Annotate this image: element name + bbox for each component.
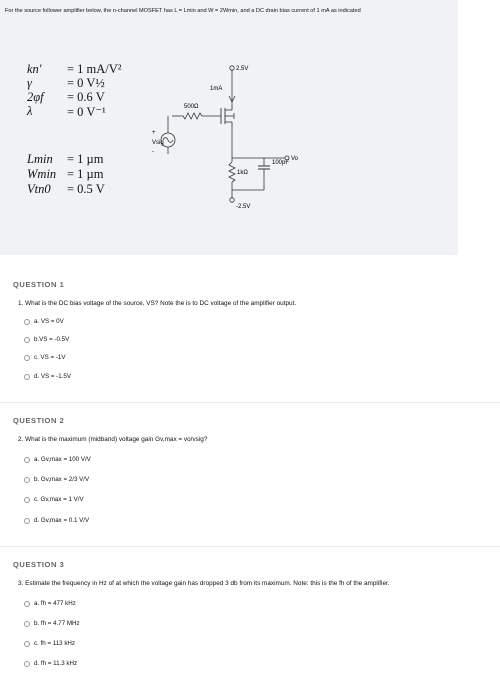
option-label: a. VS = 0V: [34, 318, 64, 325]
answer-option[interactable]: [24, 476, 89, 483]
param-symbol: Vtn0: [27, 182, 51, 196]
vsig-label: Vsig: [152, 140, 164, 146]
radio-button[interactable]: [24, 374, 30, 380]
answer-option[interactable]: [24, 456, 91, 463]
param-value: = 0.5 V: [67, 182, 105, 196]
rsig-resistor: [183, 113, 202, 119]
radio-button[interactable]: [24, 477, 30, 483]
question-header: QUESTION 2: [13, 416, 65, 425]
param-symbol: Lmin: [27, 152, 53, 166]
question-text: 2. What is the maximum (midband) voltage gain Gv,max = vo/vsig?: [18, 436, 208, 443]
param-symbol: 2φf: [27, 90, 44, 104]
current-label: 1mA: [210, 86, 223, 92]
option-label: a. fh = 477 kHz: [34, 600, 76, 607]
problem-panel: [0, 0, 458, 255]
answer-option[interactable]: [24, 600, 76, 607]
rs-resistor: [229, 162, 235, 182]
answer-option[interactable]: [24, 660, 77, 667]
question-text: 3. Estimate the frequency in Hz of at which the voltage gain has dropped 3 db from its maximum. Note: this is the fh of the amplifier.: [18, 580, 390, 587]
param-value: = 1 mA/V²: [67, 62, 122, 76]
question-text: 1. What is the DC bias voltage of the source, VS? Note the is to DC voltage of the amplifier output.: [18, 300, 297, 307]
answer-option[interactable]: [24, 496, 84, 503]
cl-label: 100pF: [272, 160, 290, 166]
answer-option[interactable]: [24, 373, 71, 380]
param-value: = 0 V½: [67, 76, 105, 90]
param-symbol: γ: [27, 76, 32, 90]
answer-option[interactable]: [24, 336, 69, 343]
radio-button[interactable]: [24, 319, 30, 325]
answer-option[interactable]: [24, 354, 65, 361]
radio-button[interactable]: [24, 601, 30, 607]
vdd-node: [230, 66, 234, 70]
vss-node: [230, 198, 234, 202]
option-label: a. Gv,max = 100 V/V: [34, 456, 91, 463]
param-value: = 0.6 V: [67, 90, 105, 104]
option-label: c. VS = -1V: [34, 354, 66, 361]
option-label: d. fh = 11.3 kHz: [34, 660, 78, 667]
option-label: c. Gv,max = 1 V/V: [34, 496, 84, 503]
param-symbol: λ: [27, 104, 33, 118]
option-label: c. fh = 113 kHz: [34, 640, 75, 647]
section-divider: [0, 546, 500, 547]
param-symbol: Wmin: [27, 167, 57, 181]
answer-option[interactable]: [24, 620, 80, 627]
radio-button[interactable]: [24, 497, 30, 503]
vsig-minus: -: [152, 149, 154, 155]
answer-option[interactable]: [24, 517, 89, 524]
question-header: QUESTION 3: [13, 560, 65, 569]
option-label: b. fh = 4.77 MHz: [34, 620, 80, 627]
radio-button[interactable]: [24, 621, 30, 627]
radio-button[interactable]: [24, 457, 30, 463]
param-value: = 1 µm: [67, 167, 104, 181]
radio-button[interactable]: [24, 337, 30, 343]
answer-option[interactable]: [24, 318, 64, 325]
problem-intro: For the source follower amplifier below, the n-channel MOSFET has L = Lmin and W = 2Wmin, and a DC drain bias current of 1 mA as indicated: [5, 8, 361, 14]
question-header: QUESTION 1: [13, 280, 65, 289]
vsig-plus: +: [152, 130, 156, 136]
radio-button[interactable]: [24, 355, 30, 361]
vout-label: Vo: [291, 156, 299, 162]
rs-label: 1kΩ: [237, 170, 248, 176]
option-label: b. Gv,max = 2/3 V/V: [34, 476, 90, 483]
param-value: = 1 µm: [67, 152, 104, 166]
vss-label: -2.5V: [236, 204, 251, 210]
section-divider: [0, 402, 500, 403]
radio-button[interactable]: [24, 661, 30, 667]
answer-option[interactable]: [24, 640, 75, 647]
radio-button[interactable]: [24, 641, 30, 647]
rsig-label: 500Ω: [184, 104, 199, 110]
option-label: d. VS = -1.5V: [34, 373, 71, 380]
param-value: = 0 V⁻¹: [67, 105, 106, 119]
param-symbol: kn': [27, 62, 42, 76]
option-label: d. Gv,max = 0.1 V/V: [34, 517, 90, 524]
sine-wave-icon: [163, 138, 173, 143]
vdd-label: 2.5V: [236, 66, 249, 72]
option-label: b.VS = -0.5V: [34, 336, 70, 343]
radio-button[interactable]: [24, 518, 30, 524]
source-follower-schematic: [130, 58, 300, 218]
